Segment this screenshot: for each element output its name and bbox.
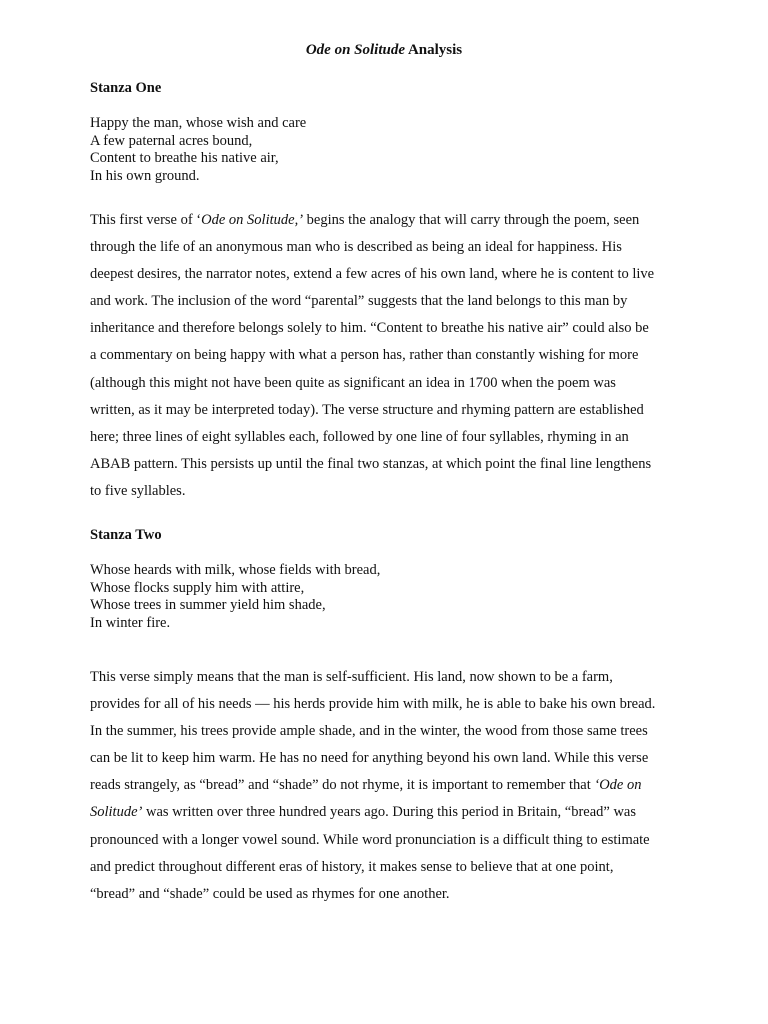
analysis-line: and predict throughout different eras of history, it makes sense to believe that at one point, [90, 858, 614, 875]
analysis-line: “bread” and “shade” could be used as rhymes for one another. [90, 885, 450, 902]
analysis-line: pronounced with a longer vowel sound. While word pronunciation is a difficult thing to estimate [90, 831, 650, 848]
analysis-line: deepest desires, the narrator notes, extend a few acres of his own land, where he is content to live [90, 266, 655, 283]
verse-line: Whose heards with milk, whose fields with bread, [90, 562, 381, 578]
poem-title-italic: ‘Ode on [594, 777, 642, 794]
analysis-text: reads strangely, as “bread” and “shade” do not rhyme, it is important to remember that [90, 777, 595, 794]
stanza-two-heading: Stanza Two [90, 527, 162, 543]
stanza-one-heading: Stanza One [90, 80, 162, 96]
analysis-line: written, as it may be interpreted today). The verse structure and rhyming pattern are established [90, 401, 644, 418]
analysis-text: This first verse of ‘ [90, 212, 202, 228]
analysis-line: can be lit to keep him warm. He has no need for anything beyond his own land. While this verse [90, 750, 649, 767]
analysis-line: and work. The inclusion of the word “parental” suggests that the land belongs to this man by [90, 293, 628, 310]
analysis-line: through the life of an anonymous man who is described as being an ideal for happiness. His [90, 239, 622, 256]
analysis-text: was written over three hundred years ago. During this period in Britain, “bread” was [142, 804, 637, 821]
stanza-one-verse [90, 115, 306, 186]
verse-line: A few paternal acres bound, [90, 132, 253, 149]
verse-line: In winter fire. [90, 615, 171, 632]
verse-line: Whose flocks supply him with attire, [90, 579, 305, 596]
verse-line: In his own ground. [90, 168, 200, 185]
analysis-line: here; three lines of eight syllables each, followed by one line of four syllables, rhyming in an [90, 428, 629, 445]
stanza-two-analysis [90, 664, 655, 908]
analysis-line: inheritance and therefore belongs solely to him. “Content to breathe his native air” could also be [90, 320, 649, 337]
verse-line: Content to breathe his native air, [90, 150, 279, 167]
title-poem-name: Ode on Solitude [305, 42, 406, 58]
analysis-line [90, 799, 655, 826]
analysis-line: a commentary on being happy with what a person has, rather than constantly wishing for more [90, 347, 639, 364]
analysis-line: In the summer, his trees provide ample shade, and in the winter, the wood from those same trees [90, 723, 648, 740]
stanza-one-analysis [90, 207, 654, 505]
title-suffix: Analysis [405, 42, 463, 58]
poem-title-italic: Solitude’ [90, 804, 143, 821]
analysis-line: (although this might not have been quite as significant an idea in 1700 when the poem was [90, 374, 616, 391]
analysis-line: to five syllables. [90, 482, 186, 499]
stanza-two-verse [90, 562, 380, 633]
analysis-line: This verse simply means that the man is self-sufficient. His land, now shown to be a farm, [90, 669, 613, 685]
analysis-line: ABAB pattern. This persists up until the final two stanzas, at which point the final line lengthens [90, 455, 652, 472]
verse-line: Happy the man, whose wish and care [90, 115, 307, 131]
verse-line: Whose trees in summer yield him shade, [90, 597, 326, 614]
page-title [0, 40, 768, 60]
analysis-text: begins the analogy that will carry through the poem, seen [303, 212, 640, 228]
analysis-line [90, 207, 654, 234]
analysis-line [90, 772, 655, 799]
poem-title-italic: Ode on Solitude,’ [201, 212, 304, 228]
analysis-line: provides for all of his needs — his herds provide him with milk, he is able to bake his own bread. [90, 696, 656, 713]
